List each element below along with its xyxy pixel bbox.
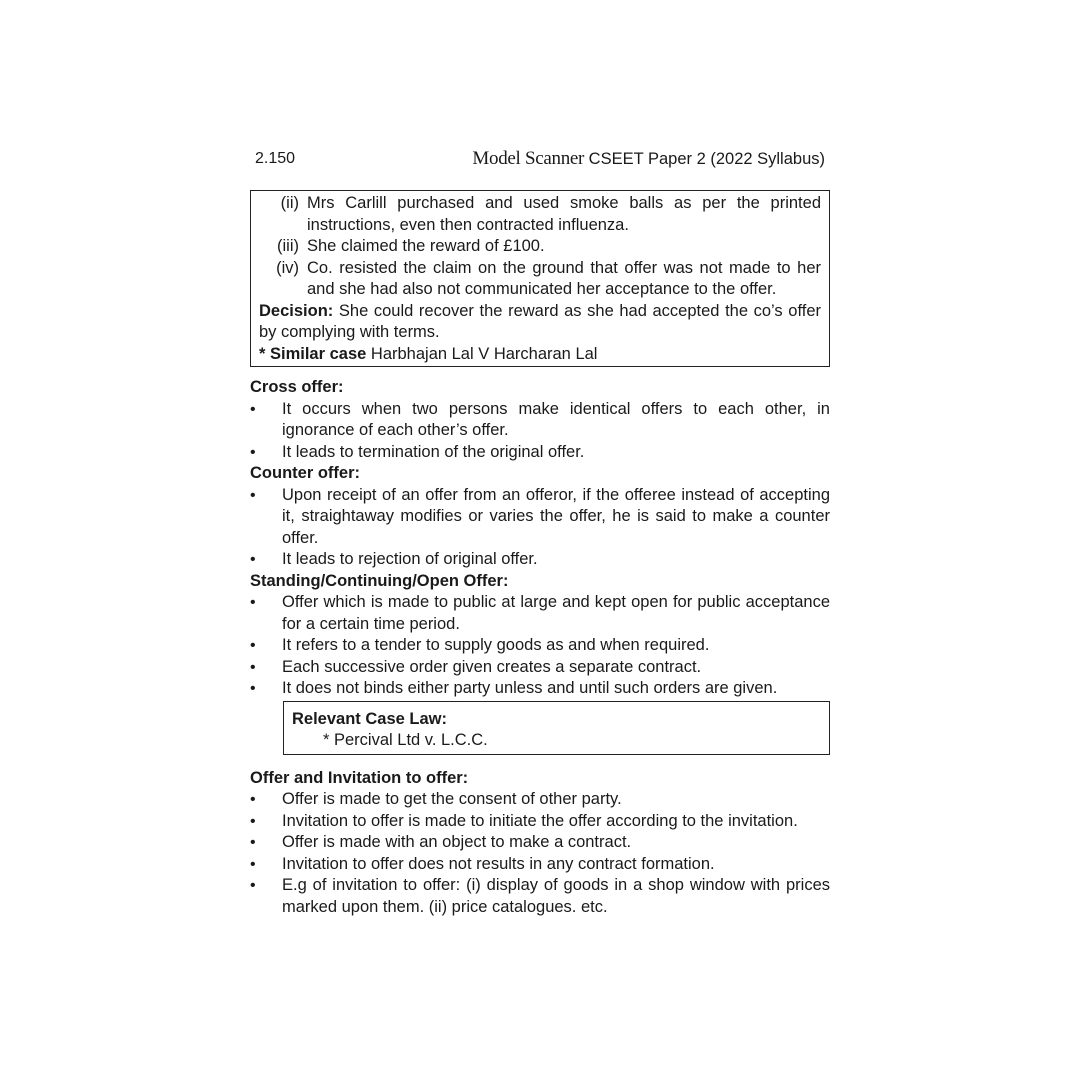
list-item-text: Upon receipt of an offer from an offeror, if the offeree instead of accepting it, straightaway modifies or varies the offer, he is said to make a counter offer.	[282, 485, 830, 547]
list-item	[250, 485, 830, 550]
list-item-text: Each successive order given creates a separate contract.	[282, 657, 702, 676]
bullet-icon: •	[250, 486, 256, 504]
similar-case-text: Harbhajan Lal V Harcharan Lal	[366, 344, 598, 363]
item-number: (ii)	[280, 194, 299, 212]
bullet-icon: •	[250, 637, 256, 654]
section-title-cross-offer: Cross offer:	[250, 378, 344, 396]
case-summary-box	[250, 190, 830, 367]
similar-case-label: * Similar case	[259, 344, 367, 363]
list-item-text: Invitation to offer does not results in any contract formation.	[282, 854, 715, 873]
list-item-text: It occurs when two persons make identical offers to each other, in ignorance of each other’s offer.	[282, 399, 830, 439]
item-text: Mrs Carlill purchased and used smoke balls as per the printed instructions, even then contracted influenza.	[307, 194, 821, 234]
bullet-icon: •	[250, 658, 256, 676]
list-item	[250, 875, 830, 918]
bullet-icon: •	[250, 791, 256, 808]
list-item-text: Offer which is made to public at large and kept open for public acceptance for a certain time period.	[282, 593, 830, 633]
brand-name: Model Scanner	[472, 148, 585, 169]
case-law-box	[283, 701, 830, 755]
item-text: Co. resisted the claim on the ground that offer was not made to her and she had also not communicated her acceptance to the offer.	[307, 258, 821, 298]
counter-offer-list	[250, 485, 830, 571]
list-item	[250, 442, 830, 464]
case-law-title: Relevant Case Law:	[292, 709, 447, 728]
numbered-item	[259, 236, 821, 258]
decision-text: She could recover the reward as she had accepted the co’s offer by complying with terms.	[259, 301, 821, 341]
list-item	[250, 657, 830, 679]
list-item	[250, 549, 830, 571]
list-item	[250, 592, 830, 635]
case-law-item: * Percival Ltd v. L.C.C.	[323, 731, 488, 749]
bullet-icon: •	[250, 551, 256, 568]
invitation-list	[250, 789, 830, 918]
similar-case-line	[259, 344, 821, 366]
list-item	[250, 678, 830, 700]
decision-label: Decision:	[259, 301, 334, 320]
list-item-text: It leads to rejection of original offer.	[282, 550, 538, 568]
section-title-invitation: Offer and Invitation to offer:	[250, 768, 469, 787]
bullet-icon: •	[250, 443, 256, 461]
section-title-counter-offer: Counter offer:	[250, 464, 360, 482]
decision-paragraph	[259, 301, 821, 344]
list-item-text: Offer is made with an object to make a contract.	[282, 833, 632, 851]
list-item	[250, 789, 830, 811]
bullet-icon: •	[250, 834, 256, 851]
list-item-text: It refers to a tender to supply goods as and when required.	[282, 636, 710, 654]
section-title-standing-offer: Standing/Continuing/Open Offer:	[250, 571, 509, 590]
cross-offer-list	[250, 399, 830, 464]
list-item-text: Invitation to offer is made to initiate the offer according to the invitation.	[282, 811, 798, 830]
bullet-icon: •	[250, 855, 256, 873]
list-item-text: Offer is made to get the consent of other party.	[282, 790, 622, 808]
bullet-icon: •	[250, 400, 256, 418]
running-head-title: CSEET Paper 2 (2022 Syllabus)	[588, 150, 825, 168]
standing-offer-list	[250, 592, 830, 700]
bullet-icon: •	[250, 680, 256, 697]
item-number: (iii)	[277, 237, 299, 255]
bullet-icon: •	[250, 812, 256, 830]
list-item-text: It leads to termination of the original offer.	[282, 442, 585, 461]
numbered-item	[259, 258, 821, 301]
page-number: 2.150	[255, 150, 296, 167]
item-number: (iv)	[276, 258, 299, 277]
page-header	[250, 146, 830, 174]
list-item-text: It does not binds either party unless and until such orders are given.	[282, 679, 778, 697]
list-item	[250, 399, 830, 442]
bullet-icon: •	[250, 877, 256, 894]
bullet-icon: •	[250, 594, 256, 611]
list-item	[250, 635, 830, 657]
list-item	[250, 811, 830, 833]
list-item	[250, 832, 830, 854]
list-item-text: E.g of invitation to offer: (i) display of goods in a shop window with prices marked upon them. (ii) price catalogues. etc.	[282, 876, 830, 916]
item-text: She claimed the reward of £100.	[307, 237, 545, 255]
running-head	[472, 148, 825, 171]
numbered-item	[259, 193, 821, 236]
book-page	[250, 146, 830, 918]
list-item	[250, 854, 830, 876]
